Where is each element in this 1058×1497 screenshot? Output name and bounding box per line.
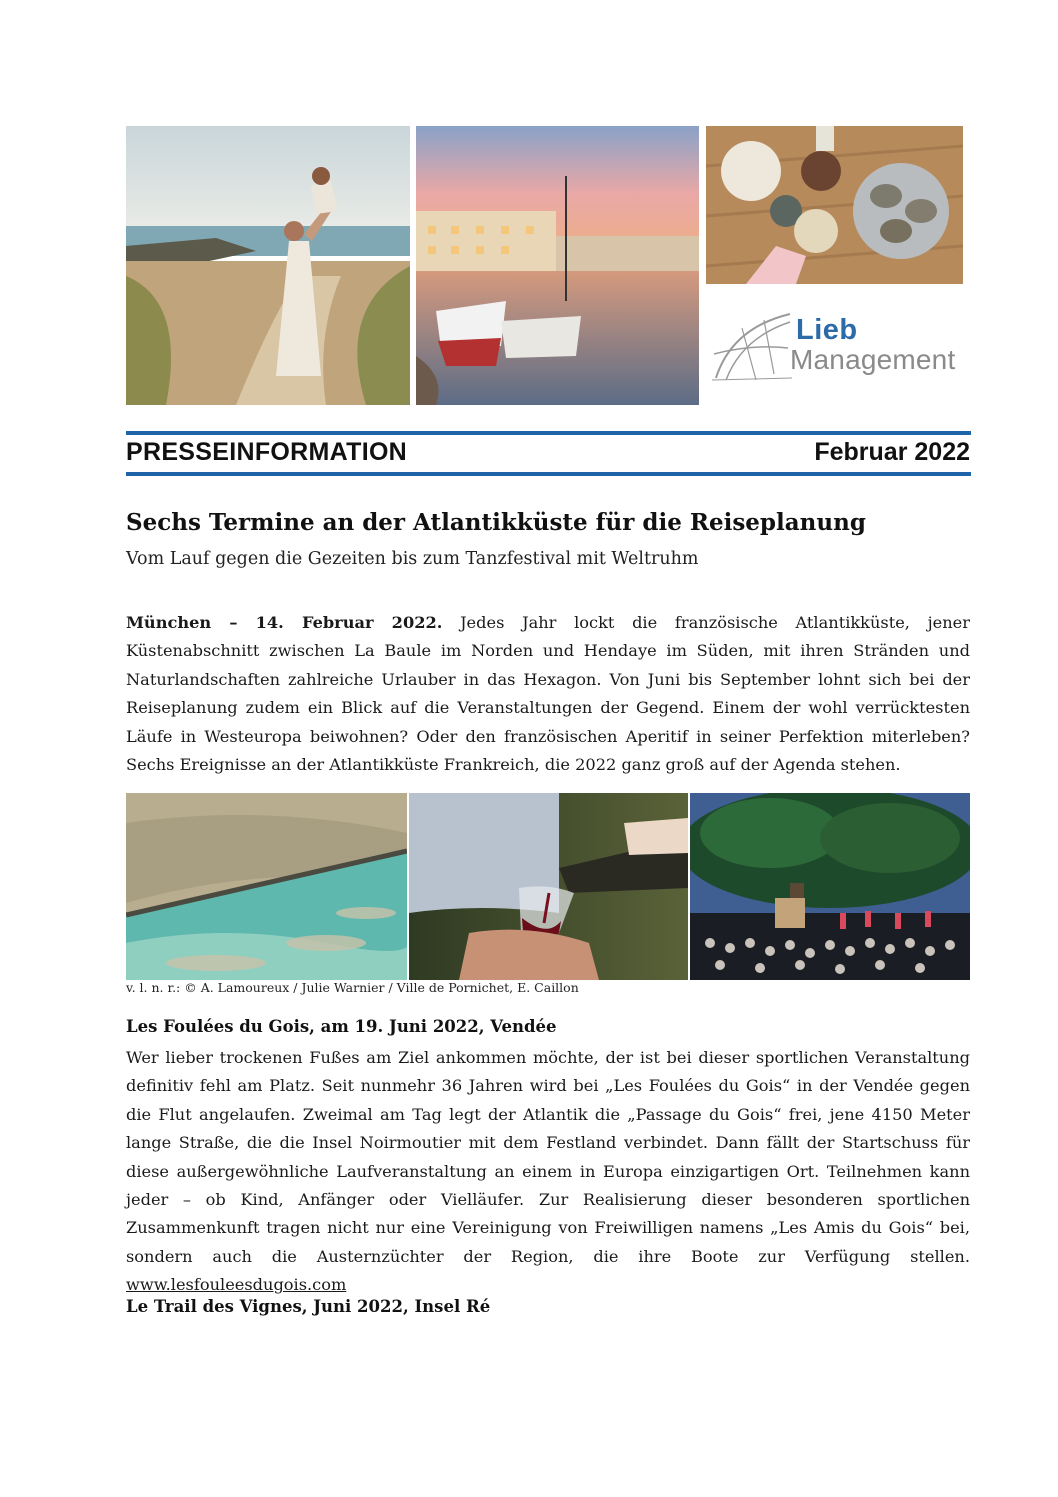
photo-oysters-wine xyxy=(706,126,963,284)
photo-beach-mother-child xyxy=(126,126,410,405)
photo-passage-du-gois xyxy=(126,793,407,980)
article-title: Sechs Termine an der Atlantikküste für die Reiseplanung xyxy=(126,509,866,536)
logo-line-2: Management xyxy=(790,344,956,375)
website-link[interactable]: www.lesfouleesdugois.com xyxy=(126,1275,347,1295)
section-title-foulees-du-gois: Les Foulées du Gois, am 19. Juni 2022, Vendée xyxy=(126,1017,557,1036)
article-subtitle: Vom Lauf gegen die Gezeiten bis zum Tanzfestival mit Weltruhm xyxy=(126,549,699,569)
photo-outdoor-dance-show xyxy=(690,793,970,980)
lieb-management-logo xyxy=(706,300,963,400)
section-text: Wer lieber trockenen Fußes am Ziel ankommen möchte, der ist bei dieser sportlichen Veranstaltung definitiv fehl am Platz. Seit nunmehr 36 Jahren wird bei „Les Foulées du Gois“ in der Vendée gegen die Flut angelaufen. Zweimal am Tag legt der Atlantik die „Passage du Gois“ frei, jene 4150 Meter lange Straße, die die Insel Noirmoutier mit dem Festland verbindet. Dann fällt der Startschuss für diese außergewöhnliche Laufveranstaltung an einem in Europa einzigartigen Ort. Teilnehmen kann jeder – ob Kind, Anfänger oder Vielläufer. Zur Realisierung dieser besonderen sportlichen Zusammenkunft tragen nicht nur eine Vereinigung von Freiwilligen namens „Les Amis du Gois“ bei, sondern auch die Austernzüchter der Region, die ihre Boote zur Verfügung stellen. xyxy=(126,1048,970,1266)
header-rule-bottom xyxy=(126,472,971,476)
intro-text: Jedes Jahr lockt die französische Atlantikküste, jener Küstenabschnitt zwischen La Baule im Norden und Hendaye im Süden, mit ihren Stränden und Naturlandschaften zahlreiche Urlauber in das Hexagon. Von Juni bis September lohnt sich bei der Reiseplanung zudem ein Blick auf die Veranstaltungen der Gegend. Einem der wohl verrücktesten Läufe in Westeuropa beiwohnen? Oder den französischen Aperitif in seiner Perfektion miterleben? Sechs Ereignisse an der Atlantikküste Frankreich, die 2022 ganz groß auf der Agenda stehen. xyxy=(126,613,970,775)
photo-harbour-sunset xyxy=(416,126,699,405)
intro-paragraph xyxy=(126,609,970,779)
section-title-trail-des-vignes: Le Trail des Vignes, Juni 2022, Insel Ré xyxy=(126,1297,491,1316)
logo-swoosh-icon xyxy=(712,308,792,388)
logo-line-1: Lieb xyxy=(796,314,858,346)
press-date: Februar 2022 xyxy=(814,438,970,466)
header-rule-top xyxy=(126,431,971,435)
photo-wine-pouring xyxy=(409,793,688,980)
section-paragraph-foulees-du-gois xyxy=(126,1044,970,1300)
photo-caption: v. l. n. r.: © A. Lamoureux / Julie Warnier / Ville de Pornichet, E. Caillon xyxy=(126,980,579,995)
intro-lead: München – 14. Februar 2022. xyxy=(126,613,443,632)
press-label: PRESSEINFORMATION xyxy=(126,438,408,466)
